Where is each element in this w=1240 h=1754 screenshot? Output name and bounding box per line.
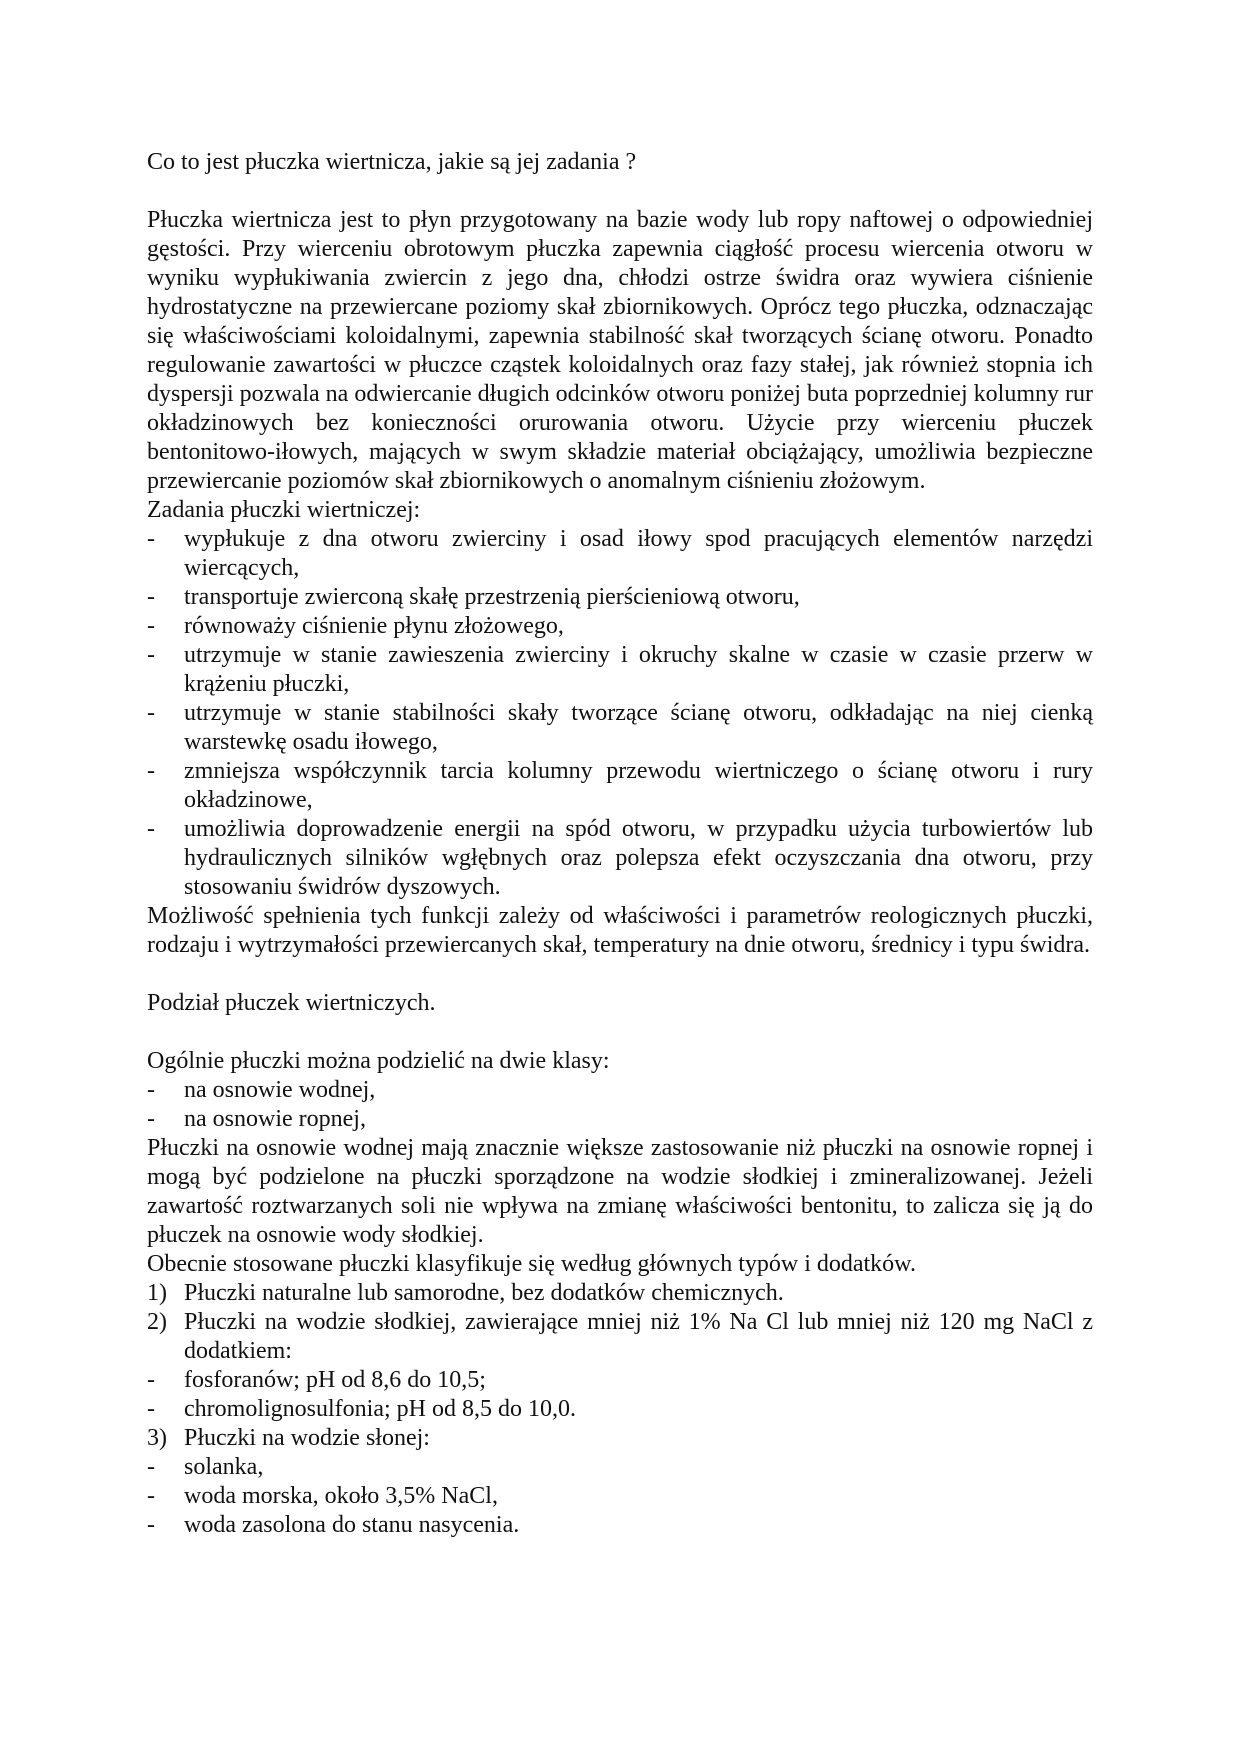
number-marker: 1) [147,1280,167,1306]
numbered-list-1 [147,1279,1093,1366]
dash-marker: - [147,1106,155,1132]
list-item: 2) Płuczki na wodzie słodkiej, zawierające mniej niż 1% Na Cl lub mniej niż 120 mg NaCl z dodatkiem: [147,1309,1093,1364]
question-1: Co to jest płuczka wiertnicza, jakie są jej zadania ? [147,149,637,175]
classify-paragraph: Obecnie stosowane płuczki klasyfikuje się według głównych typów i dodatków. [147,1251,916,1277]
dash-marker: - [147,642,155,668]
classes-list [147,1076,1093,1134]
list-item: - fosforanów; pH od 8,6 do 10,5; [147,1367,486,1393]
list-item: - utrzymuje w stanie stabilności skały tworzące ścianę otworu, odkładając na niej cienką warstewkę osadu iłowego, [147,700,1093,755]
dash-marker: - [147,1077,155,1103]
list-item: - równoważy ciśnienie płynu złożowego, [147,613,564,639]
water-paragraph: Płuczki na osnowie wodnej mają znacznie większe zastosowanie niż płuczki na osnowie ropnej i mogą być podzielone na płuczki sporządzone na wodzie słodkiej i zmineralizowanej. Jeżeli zawartość roztwarzanych soli nie wpływa na zmianę właściwości bentonitu, to zalicza się ją do płuczek na osnowie wody słodkiej. [147,1135,1093,1248]
list-item: - na osnowie wodnej, [147,1077,376,1103]
dash-marker: - [147,816,155,842]
dash-marker: - [147,526,155,552]
classes-intro: Ogólnie płuczki można podzielić na dwie klasy: [147,1048,610,1074]
dash-marker: - [147,584,155,610]
list-item: - chromolignosulfonia; pH od 8,5 do 10,0. [147,1396,576,1422]
list-item: 1) Płuczki naturalne lub samorodne, bez dodatków chemicznych. [147,1280,784,1306]
list-item: - solanka, [147,1454,264,1480]
list-item: - umożliwia doprowadzenie energii na spód otworu, w przypadku użycia turbowiertów lub hydraulicznych silników wgłębnych oraz polepsza efekt oczyszczania dna otworu, przy stosowaniu świdrów dyszowych. [147,816,1093,900]
list-item: - woda zasolona do stanu nasycenia. [147,1512,520,1538]
dash-marker: - [147,1454,155,1480]
list-item: - na osnowie ropnej, [147,1106,366,1132]
functions-paragraph: Możliwość spełnienia tych funkcji zależy od właściwości i parametrów reologicznych płuczki, rodzaju i wytrzymałości przewiercanych skał, temperatury na dnie otworu, średnicy i typu świdra. [147,903,1093,958]
list-item: - transportuje zwierconą skałę przestrzenią pierścieniową otworu, [147,584,800,610]
intro-paragraph: Płuczka wiertnicza jest to płyn przygotowany na bazie wody lub ropy naftowej o odpowiedniej gęstości. Przy wierceniu obrotowym płuczka zapewnia ciągłość procesu wiercenia otworu w wyniku wypłukiwania zwiercin z jego dna, chłodzi ostrze świdra oraz wywiera ciśnienie hydrostatyczne na przewiercane poziomy skał zbiornikowych. Oprócz tego płuczka, odznaczając się właściwościami koloidalnymi, zapewnia stabilność skał tworzących ścianę otworu. Ponadto regulowanie zawartości w płuczce cząstek koloidalnych oraz fazy stałej, jak również stopnia ich dyspersji pozwala na odwiercanie długich odcinków otworu poniżej buta poprzedniej kolumny rur okładzinowych bez konieczności orurowania otworu. Użycie przy wierceniu płuczek bentonitowo-iłowych, mających w swym składzie materiał obciążający, umożliwia bezpieczne przewiercanie poziomów skał zbiornikowych o anomalnym ciśnieniu złożowym. [147,207,1093,494]
dash-marker: - [147,700,155,726]
list-item: - woda morska, około 3,5% NaCl, [147,1483,498,1509]
number-marker: 2) [147,1309,167,1335]
question-2: Podział płuczek wiertniczych. [147,990,436,1016]
tasks-heading: Zadania płuczki wiertniczej: [147,497,421,523]
dash-marker: - [147,758,155,784]
additives-list [147,1366,1093,1424]
salt-water-list [147,1453,1093,1540]
list-item: - wypłukuje z dna otworu zwierciny i osad iłowy spod pracujących elementów narzędzi wiercących, [147,526,1093,581]
dash-marker: - [147,1483,155,1509]
dash-marker: - [147,1367,155,1393]
number-marker: 3) [147,1425,167,1451]
dash-marker: - [147,613,155,639]
list-item: 3) Płuczki na wodzie słonej: [147,1425,430,1451]
tasks-list [147,525,1093,902]
list-item: - zmniejsza współczynnik tarcia kolumny przewodu wiertniczego o ścianę otworu i rury okładzinowe, [147,758,1093,813]
dash-marker: - [147,1512,155,1538]
list-item: - utrzymuje w stanie zawieszenia zwierciny i okruchy skalne w czasie w czasie przerw w krążeniu płuczki, [147,642,1093,697]
numbered-list-2 [147,1424,1093,1453]
dash-marker: - [147,1396,155,1422]
